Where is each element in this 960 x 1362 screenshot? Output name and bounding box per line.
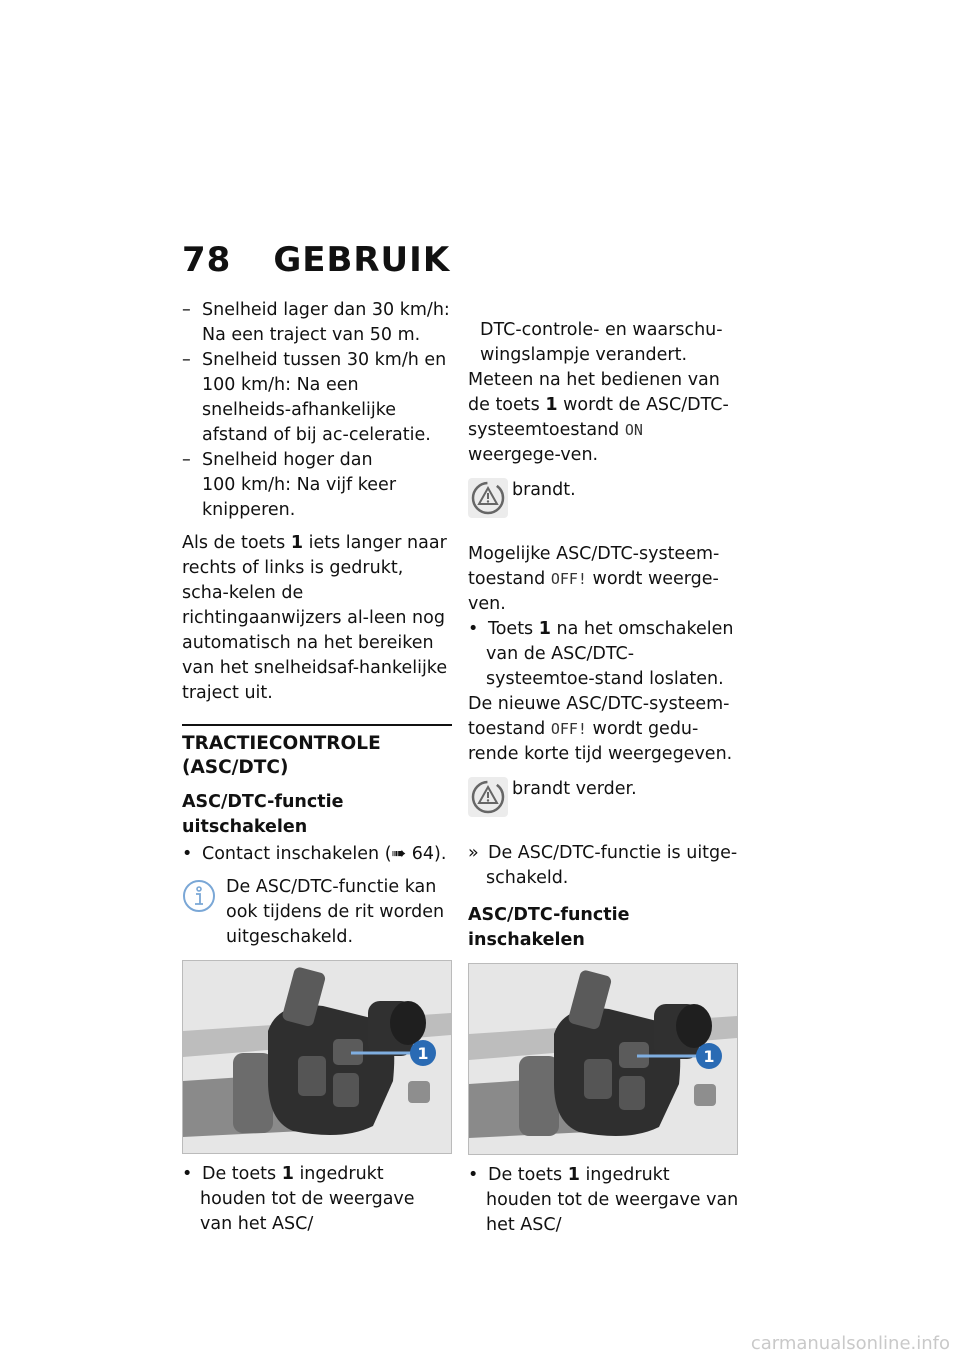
warning-light-box bbox=[468, 777, 508, 817]
asc-dtc-warning-icon bbox=[468, 777, 508, 817]
info-note: De ASC/DTC-functie kan ook tijdens de rit worden uitgeschakeld. bbox=[182, 875, 452, 950]
section-heading: TRACTIECONTROLE (ASC/DTC) bbox=[182, 733, 381, 778]
handlebar-switch-illustration bbox=[183, 961, 451, 1153]
right-column bbox=[468, 318, 740, 1238]
warning-light-text: brandt verder. bbox=[512, 779, 637, 799]
warning-light-text: brandt. bbox=[512, 480, 576, 500]
watermark: carmanualsonline.info bbox=[750, 1333, 950, 1354]
list-item: • De toets 1 ingedrukt houden tot de weergave van het ASC/ bbox=[182, 1164, 415, 1234]
paragraph: Mogelijke ASC/DTC-systeem-toestand OFF! wordt weerge-ven. bbox=[468, 544, 720, 614]
info-icon bbox=[182, 879, 216, 913]
left-column bbox=[182, 298, 452, 1237]
subsection-heading: ASC/DTC-functie inschakelen bbox=[468, 905, 630, 950]
callout-number: 1 bbox=[417, 1044, 429, 1063]
paragraph: Meteen na het bedienen van de toets 1 wordt de ASC/DTC-systeemtoestand ON weergege-ven. bbox=[468, 370, 729, 465]
handlebar-switch-illustration bbox=[469, 964, 737, 1154]
paragraph: Als de toets 1 iets langer naar rechts of links is gedrukt, scha-kelen de richtingaanwijzers al-leen nog automatisch na het bereiken van het snelheidsaf-hankelijke traject uit. bbox=[182, 533, 448, 703]
handlebar-switch-photo bbox=[182, 960, 452, 1154]
warning-light-box bbox=[468, 478, 508, 518]
list-item: • De toets 1 ingedrukt houden tot de weergave van het ASC/ bbox=[468, 1165, 739, 1235]
subsection-heading: ASC/DTC-functie uitschakelen bbox=[182, 792, 344, 837]
asc-dtc-warning-icon bbox=[468, 478, 508, 518]
list-item: • Contact inschakelen (➠ 64). bbox=[182, 844, 447, 864]
section-divider bbox=[182, 724, 452, 726]
continued-text: DTC-controle- en waarschu-wingslampje verandert. bbox=[480, 320, 723, 365]
callout-number: 1 bbox=[703, 1047, 715, 1066]
speed-item: – Snelheid hoger dan 100 km/h: Na vijf keer knipperen. bbox=[182, 450, 397, 520]
page-number: 78 bbox=[182, 240, 232, 280]
list-item: • Toets 1 na het omschakelen van de ASC/DTC-systeemtoe-stand loslaten. bbox=[468, 619, 734, 689]
section-title: GEBRUIK bbox=[273, 240, 451, 280]
warning-light-row bbox=[468, 478, 740, 536]
speed-item: – Snelheid lager dan 30 km/h: Na een traject van 50 m. bbox=[182, 300, 450, 345]
paragraph: De nieuwe ASC/DTC-systeem-toestand OFF! wordt gedu-rende korte tijd weergegeven. bbox=[468, 694, 733, 764]
handlebar-switch-photo bbox=[468, 963, 738, 1155]
result-item: » De ASC/DTC-functie is uitge-schakeld. bbox=[468, 843, 738, 888]
speed-item: – Snelheid tussen 30 km/h en 100 km/h: Na een snelheids-afhankelijke afstand of bij ac-celeratie. bbox=[182, 350, 447, 445]
page-header bbox=[182, 240, 450, 280]
warning-light-row bbox=[468, 777, 740, 835]
